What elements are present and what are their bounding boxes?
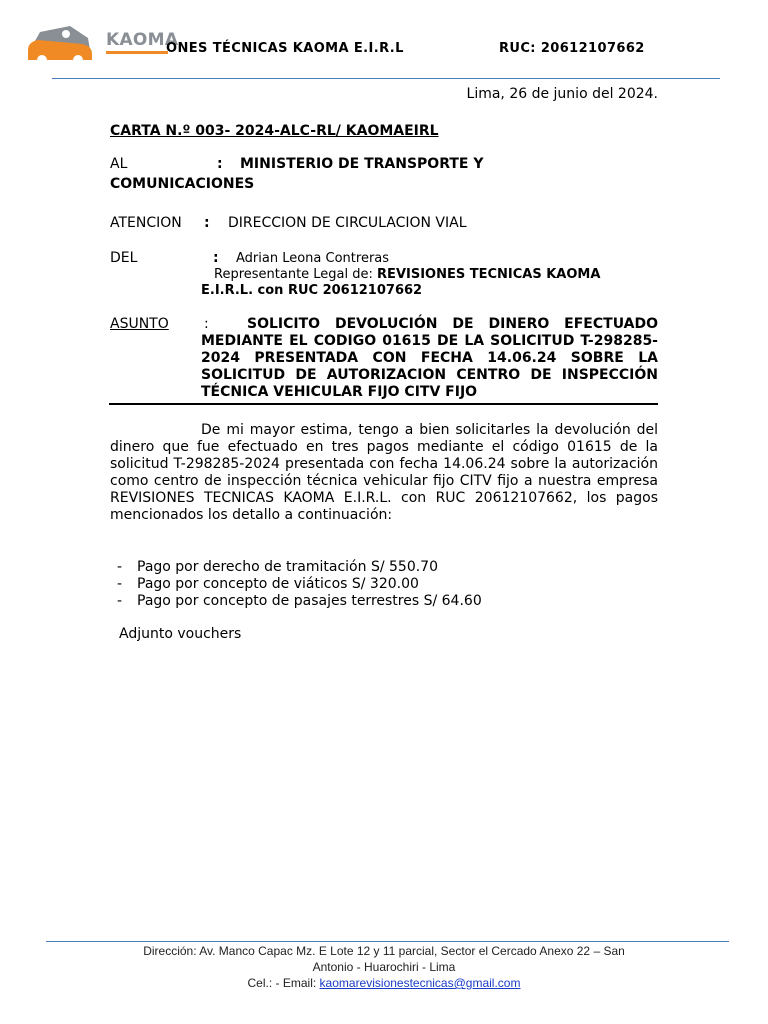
footer-email-link[interactable]: kaomarevisionestecnicas@gmail.com (319, 976, 521, 990)
asunto-colon: : (204, 316, 209, 332)
atencion-value: DIRECCION DE CIRCULACION VIAL (228, 215, 467, 231)
letter-reference: CARTA N.º 003- 2024-ALC-RL/ KAOMAEIRL (110, 123, 439, 139)
al-label: AL (110, 156, 128, 172)
subject-divider (109, 403, 658, 405)
header-divider (52, 78, 720, 79)
footer-divider (46, 941, 729, 942)
atencion-colon: : (204, 215, 210, 231)
representative-company: REVISIONES TECNICAS KAOMA (377, 267, 601, 282)
al-recipient-line1: MINISTERIO DE TRANSPORTE Y (240, 156, 484, 172)
letter-body: De mi mayor estima, tengo a bien solicitarles la devolución del dinero que fue efectuado en tres pagos mediante el código 01615 de la solicitud T-298285-2024 presentada con fecha 14.06.24 sobre la autorización como centro de inspección técnica vehicular fijo CITV fijo a nuestra empresa REVISIONES TECNICAS KAOMA E.I.R.L. con RUC 20612107662, los pagos mencionados los detallo a continuación: (110, 422, 658, 523)
payments-list (117, 559, 482, 610)
footer (100, 943, 668, 991)
del-colon: : (213, 250, 219, 266)
footer-contact (100, 975, 668, 991)
atencion-label: ATENCION (110, 215, 182, 231)
sender-representative (214, 267, 600, 282)
footer-contact-prefix: Cel.: - Email: (247, 976, 317, 990)
asunto-label: ASUNTO (110, 316, 169, 332)
header-company-name: ONES TÉCNICAS KAOMA E.I.R.L (166, 41, 404, 56)
footer-address-line1: Dirección: Av. Manco Capac Mz. E Lote 12 y 11 parcial, Sector el Cercado Anexo 22 – San (143, 944, 625, 958)
car-logo-icon (26, 20, 102, 66)
list-item: - Pago por derecho de tramitación S/ 550.70 (117, 559, 438, 575)
list-item: - Pago por concepto de pasajes terrestres S/ 64.60 (117, 593, 482, 609)
list-item: - Pago por concepto de viáticos S/ 320.00 (117, 576, 419, 592)
representative-company-ruc: E.I.R.L. con RUC 20612107662 (201, 283, 423, 298)
al-recipient-line2: COMUNICACIONES (110, 176, 255, 192)
logo-underline (106, 51, 168, 54)
sender-name: Adrian Leona Contreras (236, 251, 390, 266)
attachments-note: Adjunto vouchers (119, 626, 242, 642)
letter-date: Lima, 26 de junio del 2024. (466, 86, 658, 102)
header-ruc: RUC: 20612107662 (499, 41, 645, 56)
subject-text: SOLICITO DEVOLUCIÓN DE DINERO EFECTUADO MEDIANTE EL CODIGO 01615 DE LA SOLICITUD T-298285-2024 PRESENTADA CON FECHA 14.06.24 SOBRE LA SOLICITUD DE AUTORIZACION CENTRO DE INSPECCIÓN TÉCNICA VEHICULAR FIJO CITV FIJO (201, 316, 658, 400)
logo-wordmark: KAOMA (106, 30, 179, 50)
representative-prefix: Representante Legal de: (214, 267, 373, 282)
footer-address-line2: Antonio - Huarochiri - Lima (312, 960, 456, 974)
al-colon: : (217, 156, 223, 172)
del-label: DEL (110, 250, 138, 266)
company-logo (26, 20, 179, 66)
